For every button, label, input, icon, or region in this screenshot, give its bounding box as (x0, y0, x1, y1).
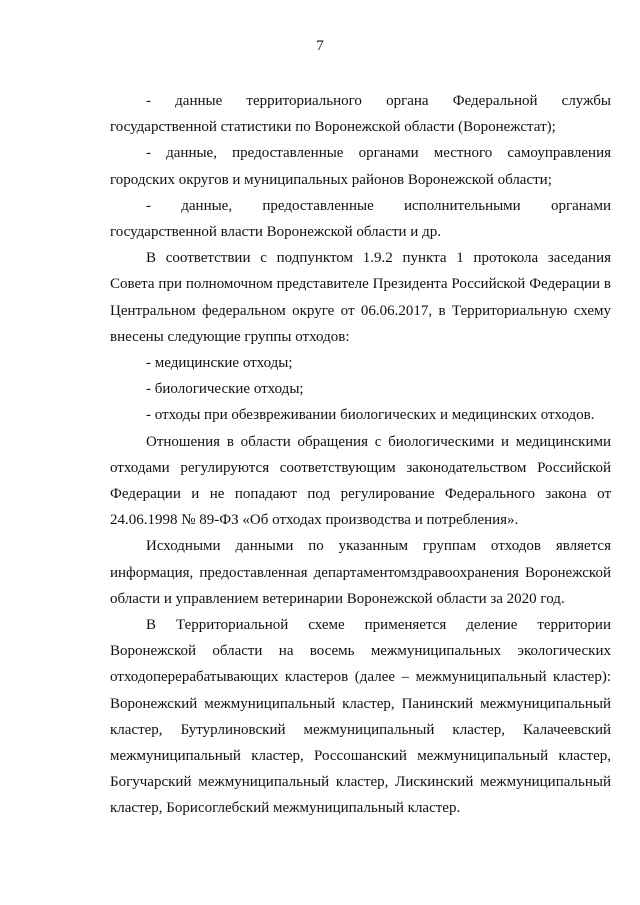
list-item-medical-waste: - медицинские отходы; (146, 355, 293, 372)
paragraph-source-executive-bodies: - данные, предоставленные исполнительными органами государственной власти Воронежской области и др. (110, 197, 611, 241)
list-item-biological-waste: - биологические отходы; (146, 381, 304, 398)
paragraph-clusters: В Территориальной схеме применяется деление территории Воронежской области на восемь межмуниципальных экологических отходоперерабатывающих кластеров (далее – межмуниципальный кластер): Воронежский межмуниципальный кластер, Панинский межмуниципальный кластер, Бутурлиновский межмуниципальный кластер, Калачеевский межмуниципальный кластер, Россошанский межмуниципальный кластер, Богучарский межмуниципальный кластер, Лискинский межмуниципальный кластер, Борисоглебский межмуниципальный кластер. (110, 617, 611, 817)
paragraph-legal-regulation: Отношения в области обращения с биологическими и медицинскими отходами регулируются соответствующим законодательством Российской Федерации и не попадают под регулирование Федерального закона от 24.06.1998 № 89-ФЗ «Об отходах производства и потребления». (110, 433, 611, 529)
list-item-neutralization-waste: - отходы при обезвреживании биологических и медицинских отходов. (146, 407, 595, 424)
paragraph-source-rosstat: - данные территориального органа Федеральной службы государственной статистики по Воронежской области (Воронежстат); (110, 93, 611, 136)
paragraph-source-local-government: - данные, предоставленные органами местного самоуправления городских округов и муниципальных районов Воронежской области; (110, 145, 611, 188)
paragraph-initial-data: Исходными данными по указанным группам отходов является информация, предоставленная департаментомздравоохранения Воронежской области и управлением ветеринарии Воронежской области за 2020 год. (110, 538, 611, 607)
paragraph-protocol-groups: В соответствии с подпунктом 1.9.2 пункта 1 протокола заседания Совета при полномочном представителе Президента Российской Федерации в Центральном федеральном округе от 06.06.2017, в Территориальную схему внесены следующие группы отходов: (110, 250, 611, 345)
document-body (110, 88, 611, 822)
page-number: 7 (316, 38, 324, 54)
